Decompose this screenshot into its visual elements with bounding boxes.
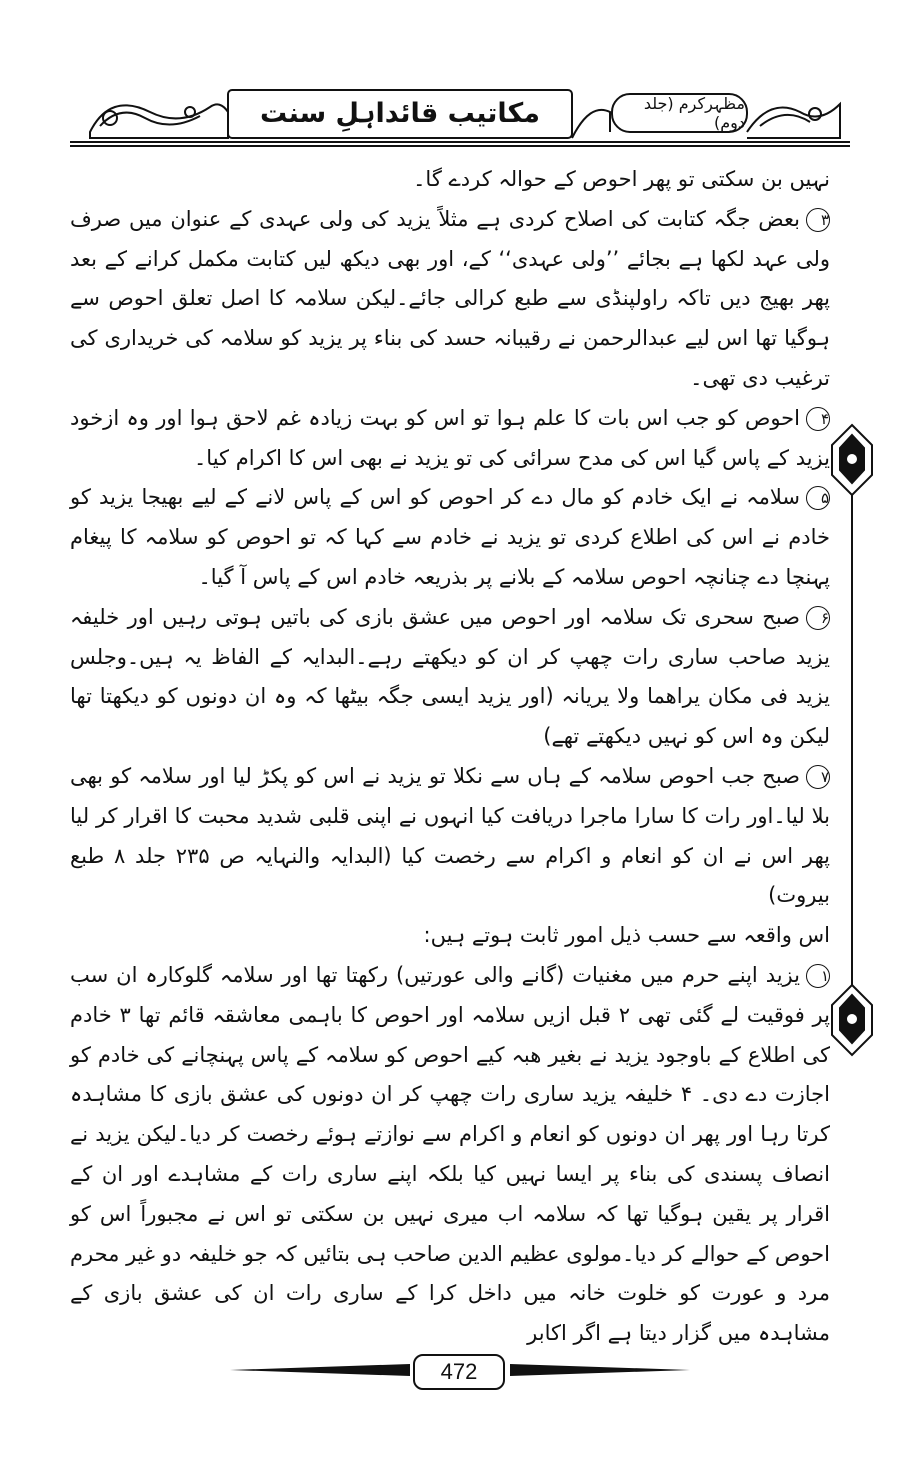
item-number: ۱	[806, 964, 830, 988]
paragraph-text: احوص کو جب اس بات کا علم ہوا تو اس کو بہت زیادہ غم لاحق ہوا اور وہ ازخود یزید کے پاس گیا اس کی مدح سرائی کی تو یزید نے بھی اس کا اکرام کیا۔	[70, 405, 830, 470]
paragraph-text: یزید اپنے حرم میں مغنیات (گانے والی عورتیں) رکھتا تھا اور سلامہ گلوکارہ ان سب پر فوقیت لے گئی تھی ۲ قبل ازیں سلامہ اور احوص کا باہمی معاشقہ قائم تھا ۳ خادم کی اطلاع کے باوجود یزید نے بغیر ھبہ کیے احوص کو سلامہ کے پاس پہنچانے کی خادم کو اجازت دے دی۔ ۴ خلیفہ یزید ساری رات چھپ کر ان دونوں کی عشق بازی کا مشاہدہ کرتا رہا اور پھر ان دونوں کو انعام و اکرام سے نوازتے ہوئے رخصت کر دیا۔لیکن یزید نے انصاف پسندی کی بناء پر ایسا نہیں کیا بلکہ اپنے ساری رات کے مشاہدے اور ان کے اقرار پر یقین ہوگیا تھا کہ سلامہ اب میری نہیں بن سکتی تو اس نے مجبوراً اس کو احوص کے حوالے کر دیا۔مولوی عظیم الدین صاحب ہی بتائیں کہ جو خلیفہ دو غیر محرم مرد و عورت کو خلوت خانہ میں داخل کرا کے ساری رات ان کی عشق بازی کے مشاہدہ میں گزار دیتا ہے اگر اکابر	[70, 962, 830, 1346]
paragraph	[70, 160, 830, 200]
paragraph-text: صبح سحری تک سلامہ اور احوص میں عشق بازی کی باتیں ہوتی رہیں اور خلیفہ یزید صاحب ساری رات چھپ کر ان کو دیکھتے رہے۔البدایہ کے الفاظ یہ ہیں۔وجلس یزید فی مکان یراھما ولا یریانہ (اور یزید ایسی جگہ بیٹھا کہ وہ ان دونوں کو دیکھتا تھا لیکن وہ اس کو نہیں دیکھتے تھے)	[70, 604, 830, 749]
paragraph	[70, 598, 830, 757]
paragraph	[70, 478, 830, 597]
running-title: مکاتیب قائداہلِ سنت	[260, 97, 540, 129]
volume-label: مظہرکرم (جلد دوم)	[643, 94, 745, 132]
margin-ornament	[822, 420, 882, 1060]
item-number: ۶	[806, 606, 830, 630]
paragraph	[70, 200, 830, 399]
paragraph-text: صبح جب احوص سلامہ کے ہاں سے نکلا تو یزید نے اس کو پکڑ لیا اور سلامہ کو بھی بلا لیا۔اور رات کا سارا ماجرا دریافت کیا انہوں نے اپنی قلبی شدید محبت کا اقرار کر لیا پھر اس نے ان کو انعام و اکرام سے رخصت کیا (البدایہ والنہایہ ص ۲۳۵ جلد ۸ طبع بیروت)	[70, 763, 831, 908]
item-number: ۳	[806, 208, 830, 232]
page-footer	[230, 1350, 690, 1390]
page-header	[70, 82, 850, 154]
paragraph-text: نہیں بن سکتی تو پھر احوص کے حوالہ کردے گا۔	[413, 167, 830, 191]
paragraph	[70, 757, 830, 916]
paragraph	[70, 916, 830, 956]
item-number: ۴	[806, 407, 830, 431]
page-body	[70, 160, 830, 1354]
vine-ornament-icon	[822, 420, 882, 1060]
paragraph-text: سلامہ نے ایک خادم کو مال دے کر احوص کو اس کے پاس لانے کے لیے بھیجا یزید کو خادم نے اس کی اطلاع کردی تو یزید نے خادم سے کہا کہ تو احوص کو سلامہ کا پیغام پہنچا دے چنانچہ احوص سلامہ کے بلانے پر بذریعہ خادم اس کے پاس آ گیا۔	[70, 485, 830, 589]
paragraph-text: اس واقعہ سے حسب ذیل امور ثابت ہوتے ہیں:	[423, 923, 830, 948]
page-number: 472	[413, 1354, 505, 1390]
paragraph	[70, 956, 830, 1354]
paragraph	[70, 399, 830, 479]
item-number: ۷	[806, 765, 830, 789]
paragraph-text: بعض جگہ کتابت کی اصلاح کردی ہے مثلاً یزید کی ولی عہدی کے عنوان میں صرف ولی عہد لکھا ہے بجائے ’’ولی عہدی‘‘ کے، اور بھی دیکھ لیں کتابت مکمل کرانے کے بعد پھر بھیج دیں تاکہ راولپنڈی سے طبع کرالی جائے۔لیکن سلامہ کا اصل تعلق احوص سے ہوگیا تھا اس لیے عبدالرحمن نے رقیبانہ حسد کی بناء پر یزید کو سلامہ کی خریداری کی ترغیب دی تھی۔	[70, 206, 830, 390]
item-number: ۵	[806, 486, 830, 510]
